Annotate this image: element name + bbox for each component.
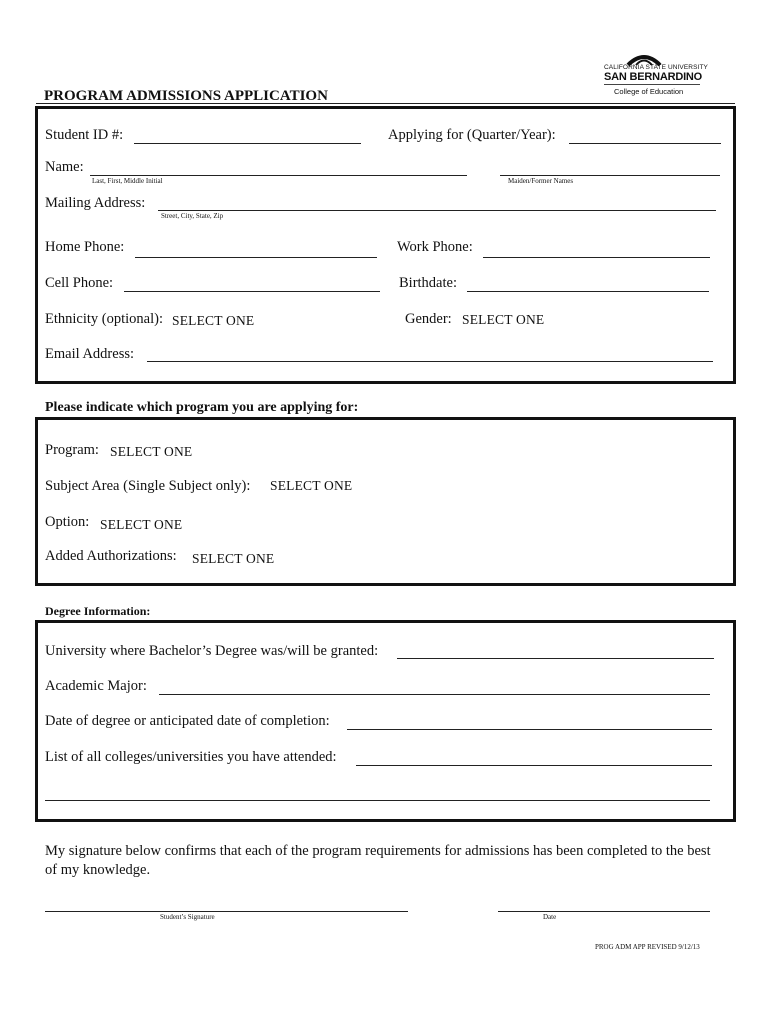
degree-heading: Degree Information: bbox=[45, 604, 151, 618]
maiden-name-caption: Maiden/Former Names bbox=[508, 177, 574, 185]
page-title: PROGRAM ADMISSIONS APPLICATION bbox=[44, 88, 328, 104]
email-label: Email Address: bbox=[45, 346, 135, 362]
logo-college-name: College of Education bbox=[614, 87, 684, 96]
logo-divider bbox=[604, 84, 700, 85]
applying-for-field[interactable] bbox=[569, 143, 721, 144]
title-rule bbox=[36, 103, 735, 104]
personal-info-box bbox=[35, 106, 736, 384]
colleges-attended-field[interactable] bbox=[356, 765, 712, 766]
name-label: Name: bbox=[45, 159, 84, 175]
name-field[interactable] bbox=[90, 175, 467, 176]
cell-phone-field[interactable] bbox=[124, 291, 380, 292]
maiden-name-field[interactable] bbox=[500, 175, 720, 176]
program-select[interactable]: SELECT ONE bbox=[110, 444, 193, 459]
work-phone-field[interactable] bbox=[483, 257, 710, 258]
work-phone-label: Work Phone: bbox=[397, 239, 473, 255]
cell-phone-label: Cell Phone: bbox=[45, 275, 114, 291]
gender-select[interactable]: SELECT ONE bbox=[462, 312, 545, 327]
subject-area-select[interactable]: SELECT ONE bbox=[270, 478, 353, 493]
mailing-address-label: Mailing Address: bbox=[45, 195, 146, 211]
degree-date-field[interactable] bbox=[347, 729, 712, 730]
ethnicity-select[interactable]: SELECT ONE bbox=[172, 313, 255, 328]
added-authorizations-label: Added Authorizations: bbox=[45, 548, 177, 564]
subject-area-label: Subject Area (Single Subject only): bbox=[45, 478, 251, 494]
home-phone-label: Home Phone: bbox=[45, 239, 125, 255]
logo-university-name: CALIFORNIA STATE UNIVERSITY bbox=[604, 64, 708, 71]
added-authorizations-select[interactable]: SELECT ONE bbox=[192, 551, 275, 566]
student-signature-caption: Student’s Signature bbox=[160, 913, 215, 921]
university-label: University where Bachelor’s Degree was/will be granted: bbox=[45, 643, 379, 659]
student-id-label: Student ID #: bbox=[45, 127, 124, 143]
student-id-field[interactable] bbox=[134, 143, 361, 144]
option-label: Option: bbox=[45, 514, 90, 530]
gender-label: Gender: bbox=[405, 311, 452, 327]
birthdate-field[interactable] bbox=[467, 291, 709, 292]
mailing-address-field[interactable] bbox=[158, 210, 716, 211]
applying-for-label: Applying for (Quarter/Year): bbox=[388, 127, 556, 143]
program-label: Program: bbox=[45, 442, 99, 458]
ethnicity-label: Ethnicity (optional): bbox=[45, 311, 163, 327]
signature-statement: My signature below confirms that each of the program requirements for admissions has been completed to the best of my knowledge. bbox=[45, 843, 711, 878]
logo-campus-name: SAN BERNARDINO bbox=[604, 71, 703, 83]
program-heading: Please indicate which program you are applying for: bbox=[45, 400, 359, 415]
student-signature-field[interactable] bbox=[45, 911, 408, 912]
degree-date-label: Date of degree or anticipated date of completion: bbox=[45, 713, 330, 729]
university-logo bbox=[598, 50, 708, 100]
name-caption: Last, First, Middle Initial bbox=[92, 177, 163, 185]
email-field[interactable] bbox=[147, 361, 713, 362]
birthdate-label: Birthdate: bbox=[399, 275, 457, 291]
university-field[interactable] bbox=[397, 658, 714, 659]
revision-footer: PROG ADM APP REVISED 9/12/13 bbox=[595, 943, 700, 951]
academic-major-label: Academic Major: bbox=[45, 678, 147, 694]
signature-date-caption: Date bbox=[543, 913, 557, 921]
colleges-attended-label: List of all colleges/universities you have attended: bbox=[45, 749, 337, 765]
option-select[interactable]: SELECT ONE bbox=[100, 517, 183, 532]
home-phone-field[interactable] bbox=[135, 257, 377, 258]
colleges-attended-field-continued[interactable] bbox=[45, 800, 710, 801]
signature-date-field[interactable] bbox=[498, 911, 710, 912]
mailing-address-caption: Street, City, State, Zip bbox=[161, 212, 224, 220]
academic-major-field[interactable] bbox=[159, 694, 710, 695]
